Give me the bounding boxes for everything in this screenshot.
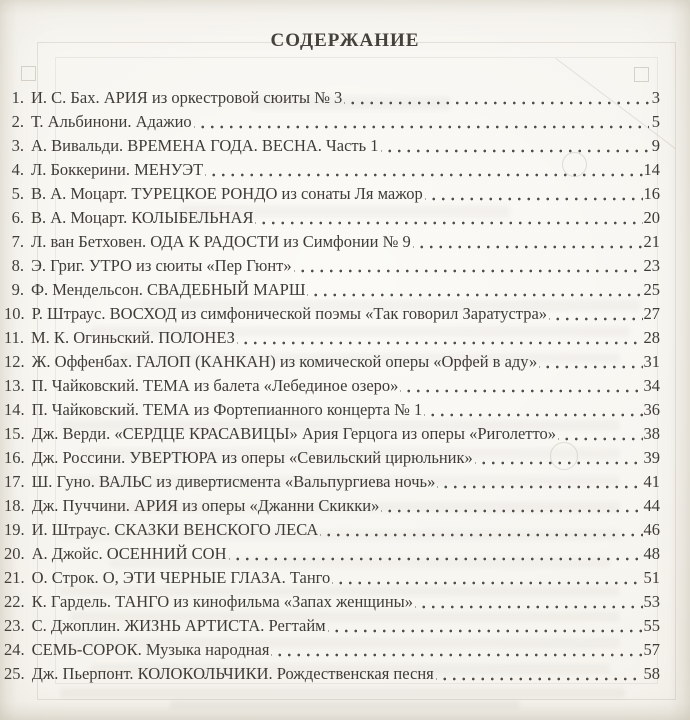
entry-title: Л. Боккерини. МЕНУЭТ (31, 160, 204, 179)
dot-leader (332, 566, 642, 590)
entry-number: 5. (11, 184, 24, 203)
toc-entry (4, 182, 660, 206)
dot-leader (425, 182, 643, 206)
toc-entry (4, 374, 660, 398)
entry-number: 15. (4, 424, 25, 443)
toc-entry (4, 302, 660, 326)
bleedthrough-text (60, 688, 625, 698)
dot-leader (400, 374, 642, 398)
dot-leader (413, 230, 643, 254)
entry-number: 20. (4, 544, 25, 563)
entry-number: 3. (11, 136, 24, 155)
entry-title: П. Чайковский. ТЕМА из Фортепианного концерта № 1 (31, 400, 423, 419)
dot-leader (424, 398, 642, 422)
dot-leader (307, 278, 642, 302)
toc-entry (4, 518, 660, 542)
entry-title: П. Чайковский. ТЕМА из балета «Лебединое озеро» (31, 376, 399, 395)
entry-number: 19. (4, 520, 25, 539)
entry-title: Ж. Оффенбах. ГАЛОП (КАНКАН) из комической оперы «Орфей в аду» (31, 352, 538, 371)
toc-entry (4, 254, 660, 278)
entry-page-number: 58 (643, 664, 660, 683)
dot-leader (437, 470, 642, 494)
entry-page-number: 9 (651, 136, 660, 155)
dot-leader (328, 614, 643, 638)
entry-page-number: 36 (643, 400, 660, 419)
dot-leader (229, 542, 643, 566)
entry-number: 16. (4, 448, 25, 467)
dot-leader (344, 86, 649, 110)
entry-title: СЕМЬ-СОРОК. Музыка народная (31, 640, 270, 659)
entry-number: 22. (4, 592, 25, 611)
entry-page-number: 14 (643, 160, 660, 179)
entry-number: 13. (4, 376, 25, 395)
entry-page-number: 38 (643, 424, 660, 443)
entry-page-number: 51 (643, 568, 660, 587)
dot-leader (320, 518, 642, 542)
dot-leader (271, 638, 642, 662)
entry-title: Л. ван Бетховен. ОДА К РАДОСТИ из Симфонии № 9 (31, 232, 411, 251)
toc-list (4, 86, 660, 686)
bleedthrough-corner-square-left (21, 66, 36, 81)
entry-title: А. Джойс. ОСЕННИЙ СОН (31, 544, 227, 563)
toc-entry (4, 590, 660, 614)
toc-entry (4, 110, 660, 134)
entry-title: Э. Григ. УТРО из сюиты «Пер Гюнт» (31, 256, 292, 275)
entry-title: В. А. Моцарт. ТУРЕЦКОЕ РОНДО из сонаты Ля мажор (31, 184, 423, 203)
bleedthrough-text (170, 700, 520, 709)
entry-title: Ш. Гуно. ВАЛЬС из дивертисмента «Вальпургиева ночь» (31, 472, 436, 491)
toc-entry (4, 278, 660, 302)
entry-title: И. Штраус. СКАЗКИ ВЕНСКОГО ЛЕСА (31, 520, 319, 539)
toc-entry (4, 206, 660, 230)
entry-page-number: 21 (643, 232, 660, 251)
dot-leader (194, 110, 649, 134)
toc-entry (4, 398, 660, 422)
toc-entry (4, 494, 660, 518)
entry-number: 17. (4, 472, 25, 491)
entry-title: И. С. Бах. АРИЯ из оркестровой сюиты № 3 (31, 88, 343, 107)
toc-entry (4, 470, 660, 494)
entry-number: 8. (11, 256, 24, 275)
entry-page-number: 39 (643, 448, 660, 467)
entry-page-number: 28 (643, 328, 660, 347)
entry-number: 7. (11, 232, 24, 251)
toc-entry (4, 326, 660, 350)
dot-leader (539, 350, 642, 374)
dot-leader (475, 446, 643, 470)
dot-leader (237, 326, 643, 350)
entry-page-number: 46 (643, 520, 660, 539)
toc-entry (4, 446, 660, 470)
entry-page-number: 31 (643, 352, 660, 371)
entry-page-number: 55 (643, 616, 660, 635)
entry-title: Дж. Россини. УВЕРТЮРА из оперы «Севильский цирюльник» (31, 448, 473, 467)
dot-leader (415, 590, 643, 614)
dot-leader (381, 494, 642, 518)
toc-entry (4, 614, 660, 638)
entry-number: 6. (11, 208, 24, 227)
dot-leader (255, 206, 642, 230)
entry-number: 18. (4, 496, 25, 515)
entry-page-number: 16 (643, 184, 660, 203)
dot-leader (294, 254, 643, 278)
toc-entry (4, 542, 660, 566)
entry-number: 9. (11, 280, 24, 299)
entry-title: Дж. Пьерпонт. КОЛОКОЛЬЧИКИ. Рождественская песня (31, 664, 434, 683)
toc-entry (4, 422, 660, 446)
entry-title: Т. Альбинони. Адажио (31, 112, 192, 131)
dot-leader (381, 134, 649, 158)
entry-number: 25. (4, 664, 25, 683)
entry-title: С. Джоплин. ЖИЗНЬ АРТИСТА. Регтайм (31, 616, 326, 635)
entry-page-number: 53 (643, 592, 660, 611)
entry-page-number: 3 (651, 88, 660, 107)
toc-entry (4, 86, 660, 110)
entry-page-number: 48 (643, 544, 660, 563)
entry-page-number: 34 (643, 376, 660, 395)
entry-page-number: 57 (643, 640, 660, 659)
entry-number: 10. (4, 304, 25, 323)
entry-number: 21. (4, 568, 25, 587)
entry-number: 1. (11, 88, 24, 107)
entry-title: Р. Штраус. ВОСХОД из симфонической поэмы «Так говорил Заратустра» (31, 304, 548, 323)
entry-number: 4. (11, 160, 24, 179)
dot-leader (549, 302, 642, 326)
entry-page-number: 5 (651, 112, 660, 131)
entry-number: 2. (11, 112, 24, 131)
bleedthrough-corner-square-right (634, 67, 649, 82)
entry-title: Ф. Мендельсон. СВАДЕБНЫЙ МАРШ (31, 280, 306, 299)
dot-leader (436, 662, 643, 686)
toc-entry (4, 638, 660, 662)
toc-entry (4, 134, 660, 158)
entry-title: Дж. Пуччини. АРИЯ из оперы «Джанни Скикки» (31, 496, 380, 515)
toc-entry (4, 350, 660, 374)
toc-entry (4, 662, 660, 686)
entry-page-number: 41 (643, 472, 660, 491)
toc-entry (4, 230, 660, 254)
entry-number: 14. (4, 400, 25, 419)
entry-page-number: 44 (643, 496, 660, 515)
toc-title: СОДЕРЖАНИЕ (270, 30, 420, 51)
entry-page-number: 27 (643, 304, 660, 323)
entry-title: В. А. Моцарт. КОЛЫБЕЛЬНАЯ (31, 208, 254, 227)
entry-number: 24. (4, 640, 25, 659)
entry-title: Дж. Верди. «СЕРДЦЕ КРАСАВИЦЫ» Ария Герцога из оперы «Риголетто» (31, 424, 556, 443)
entry-number: 11. (4, 328, 25, 347)
entry-number: 23. (4, 616, 25, 635)
entry-page-number: 23 (643, 256, 660, 275)
entry-page-number: 25 (643, 280, 660, 299)
toc-entry (4, 566, 660, 590)
entry-number: 12. (4, 352, 25, 371)
dot-leader (205, 158, 642, 182)
entry-title: О. Строк. О, ЭТИ ЧЕРНЫЕ ГЛАЗА. Танго (31, 568, 331, 587)
entry-title: К. Гардель. ТАНГО из кинофильма «Запах женщины» (31, 592, 413, 611)
entry-page-number: 20 (643, 208, 660, 227)
entry-title: М. К. Огиньский. ПОЛОНЕЗ (31, 328, 235, 347)
entry-title: А. Вивальди. ВРЕМЕНА ГОДА. ВЕСНА. Часть 1 (31, 136, 379, 155)
dot-leader (558, 422, 643, 446)
toc-entry (4, 158, 660, 182)
